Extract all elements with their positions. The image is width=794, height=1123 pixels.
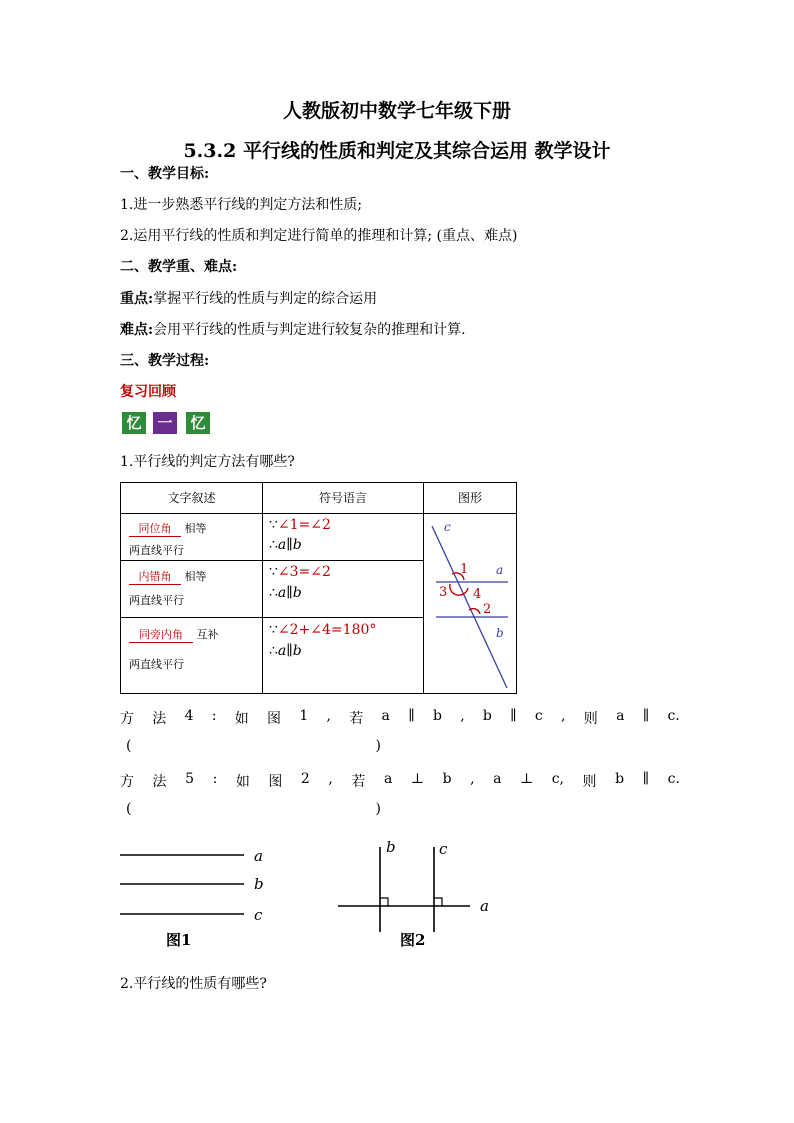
label-c: c <box>444 520 451 534</box>
key-label: 重点: <box>120 291 154 307</box>
m5-token: 若 <box>351 774 366 790</box>
fig2-label-a: a <box>480 897 489 915</box>
label-a: a <box>496 563 504 577</box>
key-point <box>120 288 377 308</box>
row-1-text <box>121 514 263 561</box>
m5-token: b <box>615 771 625 787</box>
m4-token: 则 <box>583 711 598 727</box>
row-3-condition: ∠2+∠4=180° <box>277 622 377 638</box>
difficulty-point <box>120 319 466 339</box>
m5-token: ⊥ <box>410 771 425 787</box>
figure-cell <box>424 514 517 694</box>
method-4-blank <box>126 738 381 754</box>
m4-token: : <box>211 708 217 724</box>
row-2-text <box>121 561 263 618</box>
transversal-c <box>432 526 507 688</box>
m5-token: b <box>442 771 452 787</box>
angle-34-arc <box>450 584 468 595</box>
m5-token: , <box>328 771 333 787</box>
paren-close: ) <box>375 738 381 754</box>
objective-2: 2.运用平行线的性质和判定进行简单的推理和计算; (重点、难点) <box>120 228 518 244</box>
m5-token: 方 <box>120 774 134 790</box>
row-1-fill: 同位角 <box>129 520 181 537</box>
recall-box-1: 忆 <box>122 412 146 434</box>
header-figure: 图形 <box>424 483 517 514</box>
method-4 <box>120 708 680 728</box>
m5-token: 法 <box>152 774 167 790</box>
m4-token: a <box>616 708 625 724</box>
row-1-conclusion-text: 两直线平行 <box>129 544 184 557</box>
fig2-caption: 图2 <box>400 931 426 949</box>
m5-token: 则 <box>582 774 597 790</box>
m4-token: 1 <box>299 708 309 724</box>
angle-label-4: 4 <box>473 587 482 602</box>
paren-close: ) <box>375 801 381 817</box>
row-2-condition: ∠3=∠2 <box>277 564 331 580</box>
therefore-symbol: ∴ <box>269 537 278 553</box>
difficulty-label: 难点: <box>120 322 154 338</box>
row-2-symbol <box>263 561 424 618</box>
m5-token: 5 <box>185 771 195 787</box>
row-1-symbol <box>263 514 424 561</box>
header-text: 文字叙述 <box>121 483 263 514</box>
m5-token: ∥ <box>642 771 650 787</box>
m4-token: , <box>561 708 566 724</box>
row-3-symbol <box>263 618 424 694</box>
fig2-right-angle-1 <box>380 898 388 906</box>
m4-token: 方 <box>120 711 134 727</box>
row-3-conclusion: a∥b <box>277 643 302 659</box>
figure-1 <box>110 835 280 950</box>
fig1-label-b: b <box>254 875 264 893</box>
paren-open: ( <box>126 738 132 754</box>
angle-2-arc <box>469 609 480 614</box>
m4-token: b <box>432 708 442 724</box>
question-1: 1.平行线的判定方法有哪些? <box>120 454 295 470</box>
m4-token: 法 <box>152 711 167 727</box>
criteria-table <box>120 482 517 694</box>
row-2-relation: 相等 <box>184 570 207 583</box>
therefore-symbol: ∴ <box>269 643 278 659</box>
because-symbol: ∵ <box>269 517 278 533</box>
m5-token: 2 <box>300 771 310 787</box>
doc-title: 人教版初中数学七年级下册 <box>282 100 511 122</box>
question-2: 2.平行线的性质有哪些? <box>120 976 267 992</box>
angle-label-1: 1 <box>460 562 469 577</box>
m5-token: 图 <box>268 774 283 790</box>
m5-token: 如 <box>235 774 250 790</box>
m4-token: c <box>534 708 543 724</box>
row-1-condition: ∠1=∠2 <box>277 517 331 533</box>
doc-subtitle: 5.3.2 平行线的性质和判定及其综合运用 教学设计 <box>183 140 611 162</box>
row-1-conclusion: a∥b <box>277 537 302 553</box>
m4-token: c. <box>667 708 680 724</box>
m4-token: 4 <box>184 708 194 724</box>
figure-2 <box>330 835 500 950</box>
fig2-label-b: b <box>386 838 396 856</box>
m4-token: 图 <box>267 711 282 727</box>
fig1-label-c: c <box>254 906 263 924</box>
fig2-label-c: c <box>439 840 448 858</box>
m4-token: 如 <box>234 711 249 727</box>
section-process: 三、教学过程: <box>120 353 210 369</box>
m4-token: ∥ <box>510 708 517 724</box>
m4-token: a <box>381 708 390 724</box>
key-text: 掌握平行线的性质与判定的综合运用 <box>153 291 378 307</box>
row-2-conclusion: a∥b <box>277 585 302 601</box>
recall-box-2: 一 <box>153 412 177 434</box>
row-2-conclusion-text: 两直线平行 <box>129 594 184 607</box>
m5-token: a <box>383 771 393 787</box>
m4-token: , <box>326 708 331 724</box>
m5-token: , <box>470 771 475 787</box>
row-3-relation: 互补 <box>196 628 219 641</box>
section-key-points: 二、教学重、难点: <box>120 259 238 275</box>
m4-token: , <box>460 708 465 724</box>
angle-label-3: 3 <box>439 585 448 600</box>
review-heading: 复习回顾 <box>120 384 176 400</box>
fig1-caption: 图1 <box>166 931 192 949</box>
fig2-right-angle-2 <box>434 898 442 906</box>
m4-token: ∥ <box>642 708 650 724</box>
row-3-fill: 同旁内角 <box>129 626 193 643</box>
label-b: b <box>496 626 504 640</box>
m5-token: c. <box>667 771 680 787</box>
row-2-fill: 内错角 <box>129 568 181 585</box>
parallel-lines-figure <box>424 514 517 694</box>
because-symbol: ∵ <box>269 564 278 580</box>
section-objectives: 一、教学目标: <box>120 166 210 182</box>
m5-token: c, <box>551 771 564 787</box>
row-3-text <box>121 618 263 694</box>
m4-token: 若 <box>349 711 364 727</box>
m5-token: a <box>493 771 502 787</box>
m5-token: : <box>212 771 218 787</box>
fig1-label-a: a <box>254 847 263 865</box>
m4-token: ∥ <box>408 708 415 724</box>
m4-token: b <box>482 708 492 724</box>
recall-box-3: 忆 <box>186 412 210 434</box>
method-5 <box>120 771 680 791</box>
header-symbol: 符号语言 <box>263 483 424 514</box>
m5-token: ⊥ <box>519 771 534 787</box>
because-symbol: ∵ <box>269 622 278 638</box>
paren-open: ( <box>126 801 132 817</box>
row-3-conclusion-text: 两直线平行 <box>129 658 184 671</box>
method-5-blank <box>126 801 381 817</box>
objective-1: 1.进一步熟悉平行线的判定方法和性质; <box>120 197 363 213</box>
difficulty-text: 会用平行线的性质与判定进行较复杂的推理和计算. <box>153 322 466 338</box>
therefore-symbol: ∴ <box>269 585 278 601</box>
row-1-relation: 相等 <box>184 522 207 535</box>
angle-label-2: 2 <box>483 602 492 617</box>
